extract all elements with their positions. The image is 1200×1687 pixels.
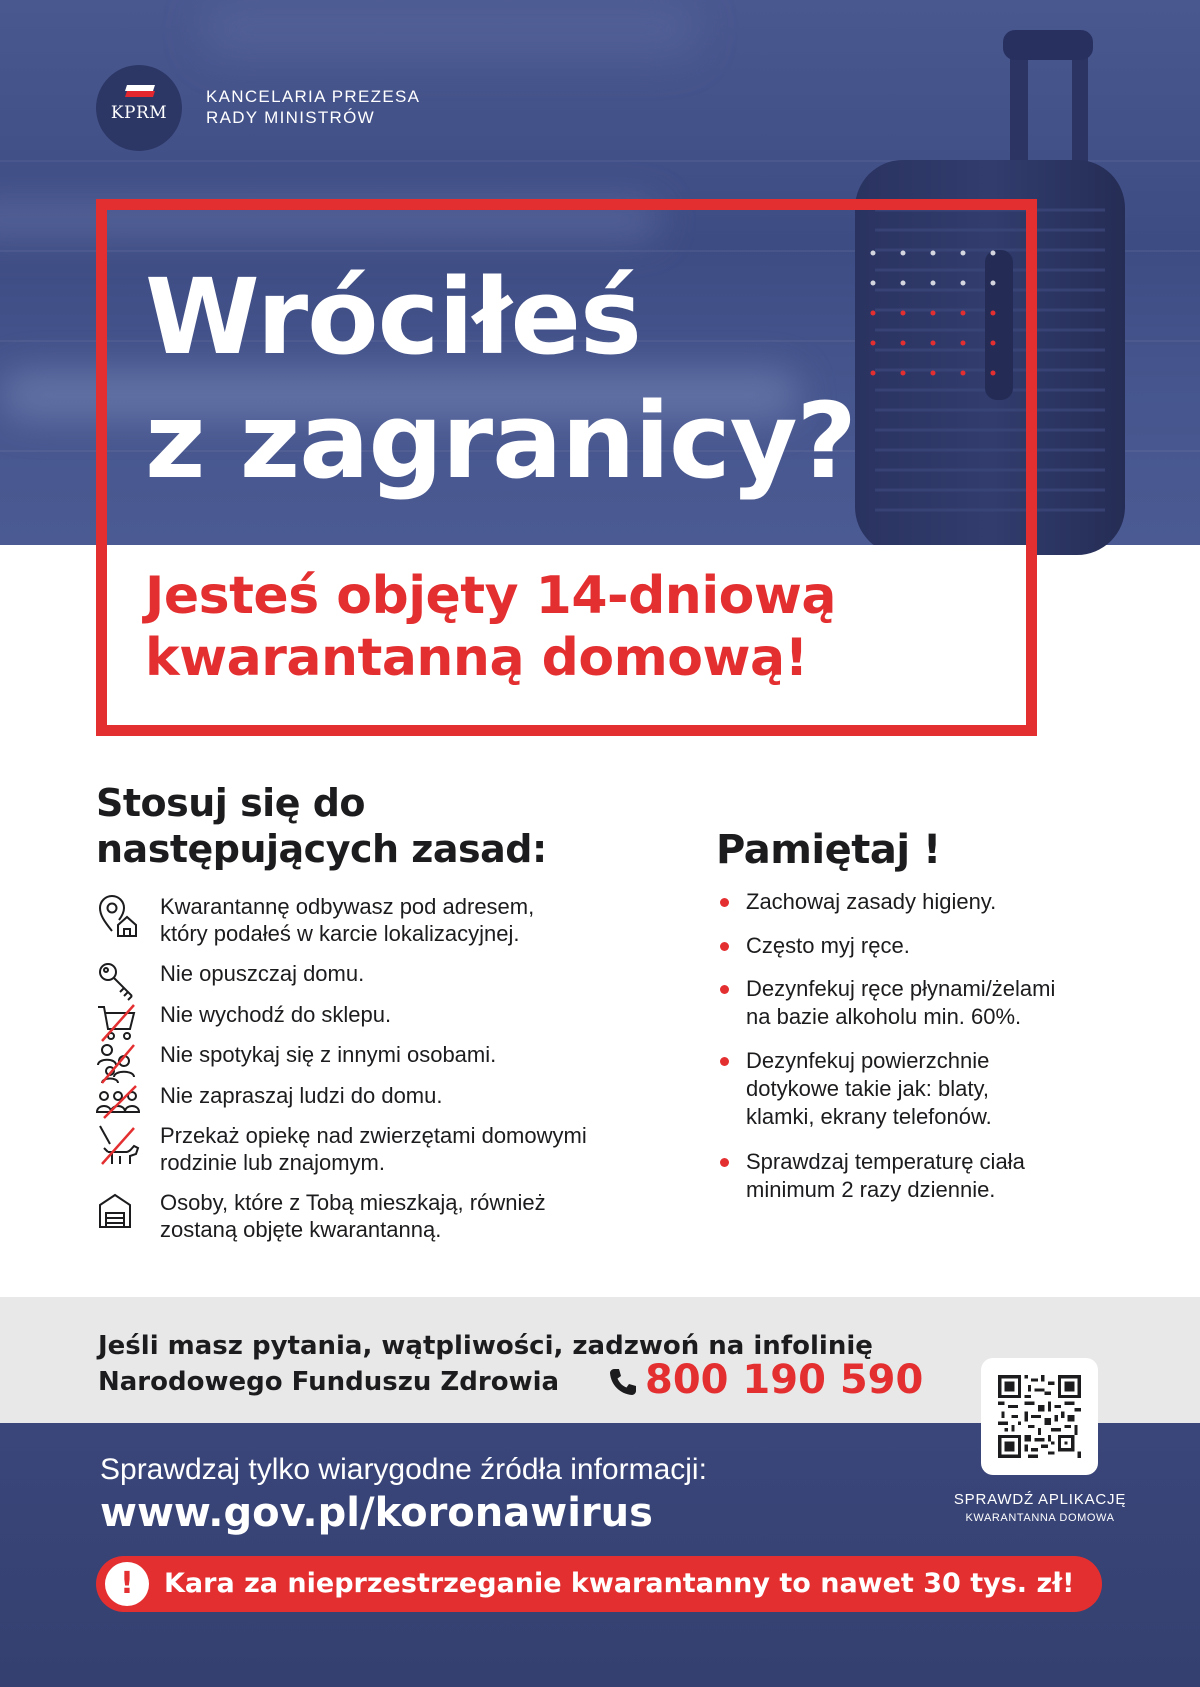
rules-heading — [96, 780, 547, 872]
bullet-icon — [720, 1158, 729, 1167]
exclamation-glyph: ! — [120, 1566, 134, 1601]
remember-text — [746, 1047, 1146, 1131]
remember-text — [746, 1148, 1146, 1204]
bullet-icon — [720, 985, 729, 994]
remember-text-line: Dezynfekuj powierzchnie — [746, 1048, 990, 1073]
rules-heading-line: następujących zasad: — [96, 827, 547, 871]
bullet-icon — [720, 1057, 729, 1066]
rule-text-line: rodzinie lub znajomym. — [160, 1150, 385, 1175]
dog-walk-crossed-icon — [96, 1122, 142, 1168]
location-home-icon — [96, 893, 142, 939]
rule-text — [160, 893, 680, 947]
org-line: RADY MINISTRÓW — [206, 108, 376, 127]
headline-line: Wróciłeś — [145, 256, 641, 378]
subheadline — [145, 565, 836, 689]
remember-text-line: minimum 2 razy dziennie. — [746, 1177, 996, 1202]
remember-text-line: Często myj ręce. — [746, 933, 910, 958]
remember-text — [746, 932, 1146, 960]
logo-text: KPRM — [110, 103, 168, 123]
remember-text-line: klamki, ekrany telefonów. — [746, 1104, 992, 1129]
key-icon — [96, 960, 142, 1006]
rule-text — [160, 1001, 680, 1028]
sources-text: Sprawdzaj tylko wiarygodne źródła informacji: — [100, 1453, 707, 1486]
rule-text-line: który podałeś w karcie lokalizacyjnej. — [160, 921, 520, 946]
penalty-warning-banner — [96, 1556, 1102, 1612]
rule-text-line: Nie zapraszaj ludzi do domu. — [160, 1083, 443, 1108]
remember-text — [746, 975, 1146, 1031]
subheadline-line: Jesteś objęty 14-dniową — [145, 566, 837, 626]
qr-code-box[interactable] — [981, 1358, 1098, 1475]
kprm-logo — [96, 65, 182, 151]
infoline-phone-number[interactable]: 800 190 590 — [645, 1357, 924, 1403]
house-icon — [96, 1189, 142, 1235]
subheadline-line: kwarantanną domową! — [145, 628, 808, 688]
remember-text-line: Zachowaj zasady higieny. — [746, 889, 997, 914]
exclamation-icon — [105, 1562, 149, 1606]
infoline-line: Narodowego Funduszu Zdrowia — [98, 1367, 560, 1397]
org-line: KANCELARIA PREZESA — [206, 87, 421, 106]
penalty-warning-text: Kara za nieprzestrzeganie kwarantanny to nawet 30 tys. zł! — [164, 1568, 1075, 1599]
headline — [145, 255, 856, 503]
remember-text-line: Dezynfekuj ręce płynami/żelami — [746, 976, 1056, 1001]
people-crossed-icon — [96, 1041, 142, 1087]
remember-heading: Pamiętaj ! — [716, 827, 941, 873]
headline-line: z zagranicy? — [145, 380, 856, 502]
rule-text — [160, 1122, 680, 1176]
rule-text — [160, 1041, 680, 1068]
rule-text — [160, 1189, 680, 1243]
bullet-icon — [720, 942, 729, 951]
app-subheading: KWARANTANNA DOMOWA — [965, 1512, 1115, 1524]
sources-url-link[interactable]: www.gov.pl/koronawirus — [100, 1490, 653, 1536]
rule-text-line: Kwarantannę odbywasz pod adresem, — [160, 894, 535, 919]
app-heading: SPRAWDŹ APLIKACJĘ — [953, 1491, 1127, 1508]
rule-text-line: Nie opuszczaj domu. — [160, 961, 365, 986]
remember-text-line: dotykowe takie jak: blaty, — [746, 1076, 989, 1101]
rule-text-line: Nie wychodź do sklepu. — [160, 1002, 392, 1027]
remember-text — [746, 888, 1146, 916]
phone-icon — [607, 1366, 639, 1398]
background-blur — [200, 0, 700, 60]
remember-text-line: na bazie alkoholu min. 60%. — [746, 1004, 1022, 1029]
rule-text-line: Przekaż opiekę nad zwierzętami domowymi — [160, 1123, 587, 1148]
polish-flag-icon — [126, 85, 154, 97]
bullet-icon — [720, 898, 729, 907]
dot-grid-decoration — [868, 248, 1008, 378]
rule-text-line: Nie spotykaj się z innymi osobami. — [160, 1042, 497, 1067]
infoline-line: Jeśli masz pytania, wątpliwości, zadzwoń na infolinię — [98, 1331, 873, 1361]
rule-text-line: Osoby, które z Tobą mieszkają, również — [160, 1190, 546, 1215]
rules-heading-line: Stosuj się do — [96, 781, 366, 825]
rule-text — [160, 960, 680, 987]
rule-text-line: zostaną objęte kwarantanną. — [160, 1217, 442, 1242]
organization-name — [206, 86, 420, 128]
rule-text — [160, 1082, 680, 1109]
qr-code-icon — [998, 1375, 1081, 1458]
remember-text-line: Sprawdzaj temperaturę ciała — [746, 1149, 1025, 1174]
